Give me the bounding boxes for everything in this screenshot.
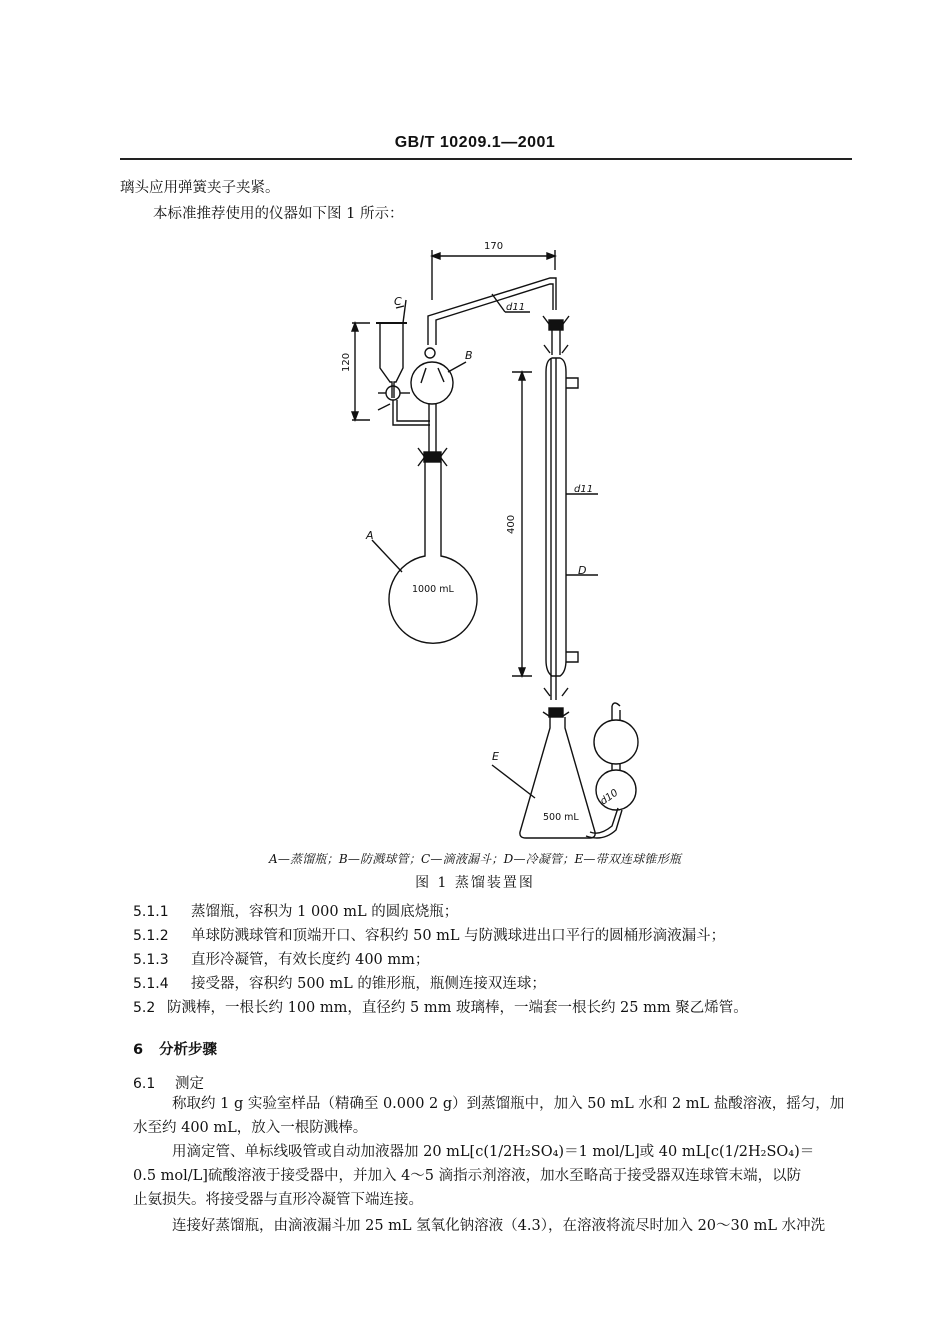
flask-A-volume: 1000 mL	[412, 584, 454, 595]
item-number: 5.1.4	[133, 976, 169, 992]
item-number: 5.1.3	[133, 952, 169, 968]
item-number: 5.1.2	[133, 928, 169, 944]
item-5-1-4	[133, 972, 546, 993]
paragraph-2-line-1: 用滴定管、单标线吸管或自动加液器加 20 mL[c(1/2H₂SO₄)＝1 mol/L]或 40 mL[c(1/2H₂SO₄)＝	[172, 1144, 815, 1160]
label-B: B	[465, 349, 473, 362]
label-C: C	[394, 295, 402, 308]
item-text: 单球防溅球管和顶端开口、容积约 50 mL 与防溅球进出口平行的圆桶形滴液漏斗；	[191, 928, 726, 944]
item-5-1-2	[133, 924, 725, 945]
dim-top-label: 170	[484, 241, 504, 252]
label-d11-mid: d11	[574, 484, 594, 495]
figure-caption: 图 1 蒸馏装置图	[415, 875, 535, 891]
label-A: A	[366, 529, 374, 542]
item-5-2	[133, 996, 748, 1017]
figure-legend: A—蒸馏瓶；B—防溅球管；C—滴液漏斗；D—冷凝管；E—带双连球锥形瓶	[268, 852, 682, 866]
page-header-standard-code: GB/T 10209.1—2001	[394, 134, 556, 151]
paragraph-3-line-1: 连接好蒸馏瓶，由滴液漏斗加 25 mL 氢氧化钠溶液（4.3），在溶液将流尽时加入 20～30 mL 水冲洗	[172, 1218, 826, 1234]
paragraph-1-line-1: 称取约 1 g 实验室样品（精确至 0.000 2 g）到蒸馏瓶中，加入 50 mL 水和 2 mL 盐酸溶液，摇匀，加	[172, 1096, 845, 1112]
item-text: 防溅棒，一根长约 100 mm，直径约 5 mm 玻璃棒，一端套一根长约 25 mm 聚乙烯管。	[167, 1000, 748, 1016]
item-number: 5.1.1	[133, 904, 169, 920]
item-text: 直形冷凝管，有效长度约 400 mm；	[191, 952, 430, 968]
paragraph-2-line-2: 0.5 mol/L]硫酸溶液于接受器中，并加入 4～5 滴指示剂溶液，加水至略高于接受器双连球管末端，以防	[133, 1168, 802, 1184]
section-number: 6.1	[133, 1076, 156, 1092]
item-text: 蒸馏瓶，容积为 1 000 mL 的圆底烧瓶；	[191, 904, 459, 920]
item-text: 接受器，容积约 500 mL 的锥形瓶，瓶侧连接双连球；	[191, 976, 546, 992]
dim-left-label: 120	[341, 352, 352, 372]
intro-line-1: 璃头应用弹簧夹子夹紧。	[120, 180, 280, 196]
header-rule	[120, 158, 852, 160]
section-title: 测定	[175, 1076, 204, 1092]
flask-E-volume: 500 mL	[543, 812, 579, 823]
paragraph-2-line-3: 止氨损失。将接受器与直形冷凝管下端连接。	[133, 1192, 423, 1208]
section-6-1-heading	[133, 1072, 204, 1093]
label-E: E	[492, 750, 499, 763]
item-5-1-3	[133, 948, 429, 969]
paragraph-1-line-2: 水至约 400 mL，放入一根防溅棒。	[133, 1120, 368, 1136]
label-d10: d10	[598, 787, 621, 808]
section-title: 分析步骤	[159, 1041, 217, 1058]
intro-line-2: 本标准推荐使用的仪器如下图 1 所示：	[153, 206, 404, 222]
label-d11-top: d11	[506, 302, 526, 313]
item-number: 5.2	[133, 1000, 156, 1016]
item-5-1-1	[133, 900, 458, 921]
dim-middle-label: 400	[506, 514, 517, 534]
section-number: 6	[133, 1042, 144, 1058]
section-6-heading	[133, 1038, 217, 1059]
label-D: D	[578, 564, 587, 577]
